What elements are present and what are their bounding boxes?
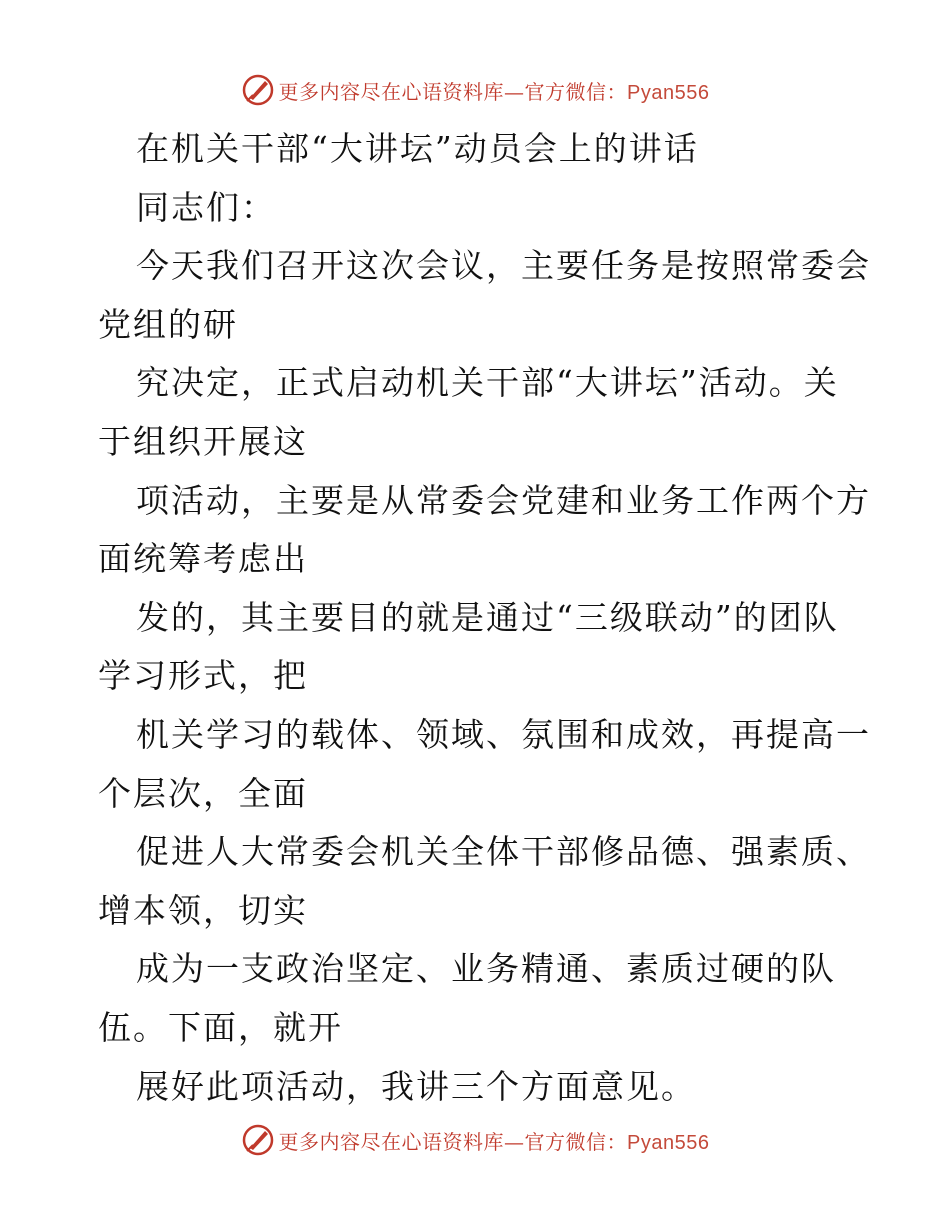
wechat-id: Pyan556: [627, 1131, 710, 1154]
banner-text: 更多内容尽在心语资料库—官方微信：Pyan556: [278, 1129, 710, 1154]
paragraph-line: 促进人大常委会机关全体干部修品德、强素质、: [136, 832, 871, 872]
quill-logo-icon: [241, 73, 275, 107]
paragraph-line: 党组的研: [98, 304, 238, 344]
header-banner: [0, 70, 950, 110]
paragraph-line: 机关学习的载体、领域、氛围和成效，再提高一: [136, 714, 871, 754]
paragraph-line: 增本领，切实: [98, 890, 308, 930]
paragraph-line: 今天我们召开这次会议，主要任务是按照常委会: [136, 246, 871, 286]
paragraph-line: 成为一支政治坚定、业务精通、素质过硬的队: [136, 949, 836, 989]
banner-text: 更多内容尽在心语资料库—官方微信：Pyan556: [278, 79, 710, 104]
paragraph-line: 项活动，主要是从常委会党建和业务工作两个方: [136, 480, 871, 520]
paragraph-line: 学习形式，把: [98, 656, 308, 696]
wechat-id: Pyan556: [627, 81, 710, 104]
document-body: [98, 120, 871, 1116]
paragraph-line: 伍。下面，就开: [98, 1007, 343, 1047]
paragraph-line: 个层次，全面: [98, 773, 308, 813]
footer-banner: [0, 1120, 950, 1160]
paragraph-line: 面统筹考虑出: [98, 539, 308, 579]
quill-logo-icon: [241, 1123, 275, 1157]
paragraph-line: 展好此项活动，我讲三个方面意见。: [136, 1066, 696, 1106]
paragraph-line: 于组织开展这: [98, 421, 308, 461]
salutation: 同志们：: [136, 187, 276, 227]
paragraph-line: 究决定，正式启动机关干部“大讲坛”活动。关: [136, 363, 839, 403]
document-title: 在机关干部“大讲坛”动员会上的讲话: [136, 129, 699, 168]
paragraph-line: 发的，其主要目的就是通过“三级联动”的团队: [136, 597, 839, 637]
